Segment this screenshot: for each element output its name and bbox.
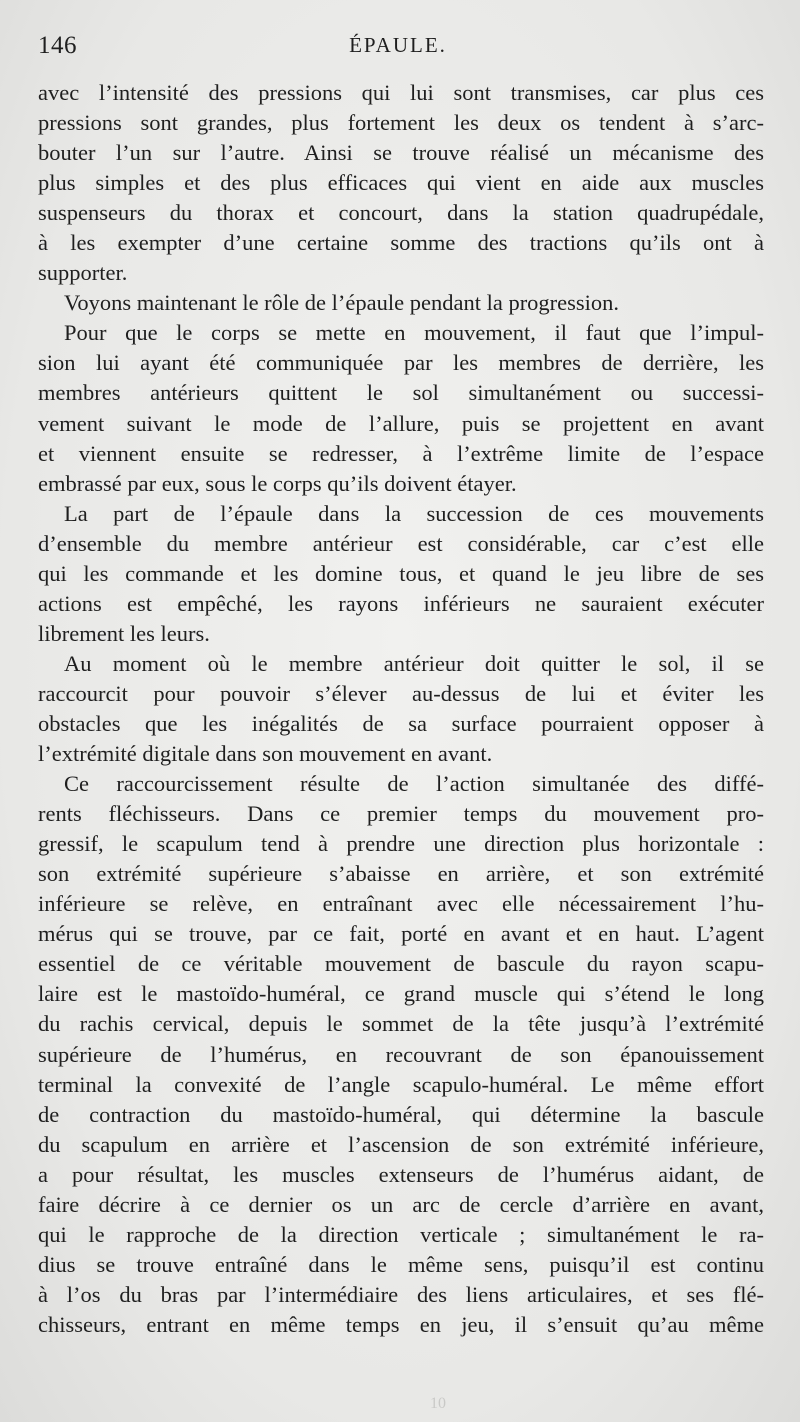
- text-line: de contraction du mastoïdo-huméral, qui détermine la bascule: [38, 1101, 764, 1127]
- text-line: du scapulum en arrière et l’ascension de son extrémité inférieure,: [38, 1131, 764, 1157]
- text-line: suspenseurs du thorax et concourt, dans la station quadrupédale,: [38, 200, 764, 226]
- text-line: a pour résultat, les muscles extenseurs de l’humérus aidant, de: [38, 1161, 764, 1187]
- text-line: dius se trouve entraîné dans le même sens, puisqu’il est continu: [38, 1251, 764, 1277]
- text-line: et viennent ensuite se redresser, à l’extrême limite de l’espace: [38, 440, 764, 466]
- paragraph: [38, 499, 764, 649]
- text-line: essentiel de ce véritable mouvement de bascule du rayon scapu-: [38, 951, 764, 977]
- text-line: obstacles que les inégalités de sa surface pourraient opposer à: [38, 710, 764, 736]
- text-line: Au moment où le membre antérieur doit quitter le sol, il se: [64, 650, 764, 676]
- text-line: terminal la convexité de l’angle scapulo-huméral. Le même effort: [38, 1071, 764, 1097]
- text-line: gressif, le scapulum tend à prendre une direction plus horizontale :: [38, 831, 764, 857]
- body-text: [38, 78, 764, 1340]
- text-line: vement suivant le mode de l’allure, puis se projettent en avant: [38, 410, 764, 436]
- text-line: laire est le mastoïdo-huméral, ce grand muscle qui s’étend le long: [38, 981, 764, 1007]
- text-line: l’extrémité digitale dans son mouvement en avant.: [38, 741, 493, 767]
- text-line: supporter.: [38, 260, 128, 286]
- text-line: embrassé par eux, sous le corps qu’ils doivent étayer.: [38, 470, 517, 496]
- text-line: d’ensemble du membre antérieur est considérable, car c’est elle: [38, 530, 764, 556]
- text-line: bouter l’un sur l’autre. Ainsi se trouve réalisé un mécanisme des: [38, 140, 764, 166]
- text-line: du rachis cervical, depuis le sommet de la tête jusqu’à l’extrémité: [38, 1011, 764, 1037]
- text-line: mérus qui se trouve, par ce fait, porté en avant et en haut. L’agent: [38, 921, 764, 947]
- text-line: qui le rapproche de la direction verticale ; simultanément le ra-: [38, 1221, 764, 1247]
- page-header: [38, 32, 758, 68]
- text-line: rents fléchisseurs. Dans ce premier temps du mouvement pro-: [38, 801, 764, 827]
- running-head: ÉPAULE.: [349, 33, 447, 57]
- text-line: inférieure se relève, en entraînant avec elle nécessairement l’hu-: [38, 891, 764, 917]
- text-line: qui les commande et les domine tous, et quand le jeu libre de ses: [38, 560, 764, 586]
- signature-mark: 10: [430, 1395, 446, 1412]
- text-line: Ce raccourcissement résulte de l’action simultanée des diffé-: [64, 771, 764, 797]
- text-line: librement les leurs.: [38, 620, 210, 646]
- text-line: à l’os du bras par l’intermédiaire des liens articulaires, et ses flé-: [38, 1281, 764, 1307]
- text-line: avec l’intensité des pressions qui lui sont transmises, car plus ces: [38, 80, 764, 105]
- text-line: La part de l’épaule dans la succession de ces mouvements: [64, 500, 764, 526]
- paragraph: [38, 649, 764, 769]
- text-line: pressions sont grandes, plus fortement les deux os tendent à s’arc-: [38, 110, 764, 136]
- text-line: faire décrire à ce dernier os un arc de cercle d’arrière en avant,: [38, 1191, 764, 1217]
- text-line: à les exempter d’une certaine somme des tractions qu’ils ont à: [38, 230, 764, 256]
- paragraph: [38, 288, 764, 318]
- text-line: sion lui ayant été communiquée par les membres de derrière, les: [38, 350, 764, 376]
- text-line: raccourcit pour pouvoir s’élever au-dessus de lui et éviter les: [38, 680, 764, 706]
- paragraph: [38, 78, 764, 288]
- text-line: supérieure de l’humérus, en recouvrant de son épanouissement: [38, 1041, 764, 1067]
- text-line: plus simples et des plus efficaces qui vient en aide aux muscles: [38, 170, 764, 196]
- paragraph: [38, 318, 764, 498]
- text-line: Pour que le corps se mette en mouvement, il faut que l’impul-: [64, 320, 764, 346]
- page-number: 146: [38, 32, 77, 59]
- text-line: membres antérieurs quittent le sol simultanément ou successi-: [38, 380, 764, 406]
- text-line: Voyons maintenant le rôle de l’épaule pendant la progression.: [64, 290, 620, 316]
- text-line: chisseurs, entrant en même temps en jeu, il s’ensuit qu’au même: [38, 1311, 764, 1337]
- paragraph: [38, 769, 764, 1340]
- text-line: son extrémité supérieure s’abaisse en arrière, et son extrémité: [38, 861, 764, 887]
- text-line: actions est empêché, les rayons inférieurs ne sauraient exécuter: [38, 590, 764, 616]
